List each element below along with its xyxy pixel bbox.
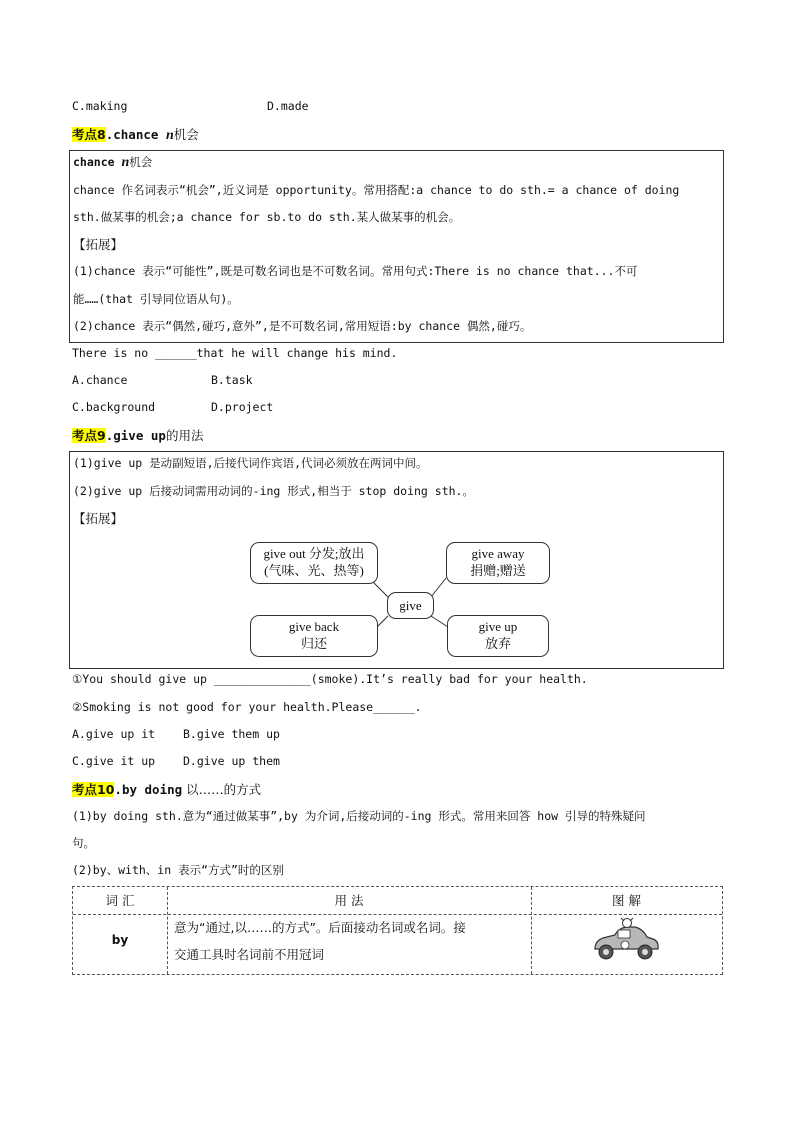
extension-label: 【拓展】 xyxy=(73,511,124,526)
mind-map-node-give-up xyxy=(447,615,549,657)
section-title-en: .chance xyxy=(105,127,166,142)
node-text: 捐赠;赠送 xyxy=(470,563,526,578)
box-heading-n: n xyxy=(121,155,130,170)
option-a: A.give up it xyxy=(72,727,156,741)
section-tag: 考点 xyxy=(72,782,98,797)
table-header-word: 词 汇 xyxy=(105,893,135,908)
option-d: D.give up them xyxy=(183,754,280,768)
section-tag: 考点 xyxy=(72,428,98,443)
node-text: give out 分发;放出 xyxy=(263,546,365,561)
mind-map-center: give xyxy=(387,592,434,619)
box-line-3: (1)chance 表示“可能性”,既是可数名词也是不可数名词。常用句式:There is no chance that...不可 xyxy=(73,264,638,278)
fill-in-question-1: ①You should give up ______________(smoke).It’s really bad for your health. xyxy=(72,672,588,686)
option-d: D.made xyxy=(267,99,309,113)
section-tag: 考点 xyxy=(72,127,98,142)
node-text: give up xyxy=(478,619,518,634)
section-title-cn: 机会 xyxy=(173,127,199,142)
option-c: C.give it up xyxy=(72,754,156,768)
box-line-2: sth.做某事的机会;a chance for sb.to do sth.某人做某事的机会。 xyxy=(73,210,461,224)
box-line-4: 能……(that 引导同位语从句)。 xyxy=(73,292,239,306)
section-8-heading xyxy=(72,125,199,144)
table-cell-usage-line-2: 交通工具时名词前不用冠词 xyxy=(174,947,325,962)
extension-label: 【拓展】 xyxy=(73,237,124,252)
box-line-2: (2)give up 后接动词需用动词的-ing 形式,相当于 stop doing sth.。 xyxy=(73,484,474,498)
table-header-illustration: 图 解 xyxy=(612,893,641,908)
section-title-cn: 的用法 xyxy=(165,428,204,443)
question-stem: There is no ______that he will change his mind. xyxy=(72,346,398,360)
option-c: C.background xyxy=(72,400,156,414)
fill-in-question-2: ②Smoking is not good for your health.Please______. xyxy=(72,700,422,714)
node-text: (气味、光、热等) xyxy=(264,563,364,578)
mind-map-connectors xyxy=(70,452,723,668)
mind-map-node-give-away xyxy=(446,542,550,584)
option-a: A.chance xyxy=(72,373,128,387)
chance-note-box xyxy=(69,150,724,343)
section-title-en: .by doing xyxy=(114,782,183,797)
node-text: 放弃 xyxy=(484,636,511,651)
paragraph-line-3: (2)by、with、in 表示“方式”时的区别 xyxy=(72,863,284,877)
option-b: B.task xyxy=(211,373,253,387)
section-title-en: .give up xyxy=(105,428,166,443)
mind-map-node-give-out xyxy=(250,542,378,584)
box-line-5: (2)chance 表示“偶然,碰巧,意外”,是不可数名词,常用短语:by chance 偶然,碰巧。 xyxy=(73,319,532,333)
car-icon xyxy=(589,917,661,965)
node-text: 归还 xyxy=(300,636,327,651)
section-9-heading xyxy=(72,426,203,444)
table-cell-usage-line-1: 意为“通过,以……的方式”。后面接动名词或名词。接 xyxy=(174,920,466,935)
give-up-note-box xyxy=(69,451,724,669)
box-line-1: chance 作名词表示“机会”,近义词是 opportunity。常用搭配:a chance to do sth.= a chance of doing xyxy=(73,183,680,197)
table-cell-word: by xyxy=(111,933,129,947)
box-heading xyxy=(73,154,152,171)
table-header-divider xyxy=(73,914,722,915)
option-b: B.give them up xyxy=(183,727,280,741)
node-text: give away xyxy=(471,546,525,561)
box-line-1: (1)give up 是动副短语,后接代词作宾语,代词必须放在两词中间。 xyxy=(73,456,428,470)
section-number: 9 xyxy=(97,428,106,443)
comparison-table xyxy=(72,886,723,975)
node-text: give back xyxy=(288,619,340,634)
option-d: D.project xyxy=(211,400,274,414)
section-number: 10 xyxy=(97,782,115,797)
mind-map-node-give-back xyxy=(250,615,378,657)
section-10-heading xyxy=(72,780,261,798)
box-heading-en: chance xyxy=(73,155,122,169)
box-heading-cn: 机会 xyxy=(129,155,153,169)
table-header-usage: 用 法 xyxy=(334,893,364,908)
paragraph-line-2: 句。 xyxy=(72,836,95,850)
section-title-n: n xyxy=(165,128,174,143)
paragraph-line-1: (1)by doing sth.意为“通过做某事”,by 为介词,后接动词的-ing 形式。常用来回答 how 引导的特殊疑问 xyxy=(72,809,646,823)
section-title-cn: 以……的方式 xyxy=(186,782,262,797)
section-number: 8 xyxy=(97,127,106,142)
option-c: C.making xyxy=(72,99,128,113)
